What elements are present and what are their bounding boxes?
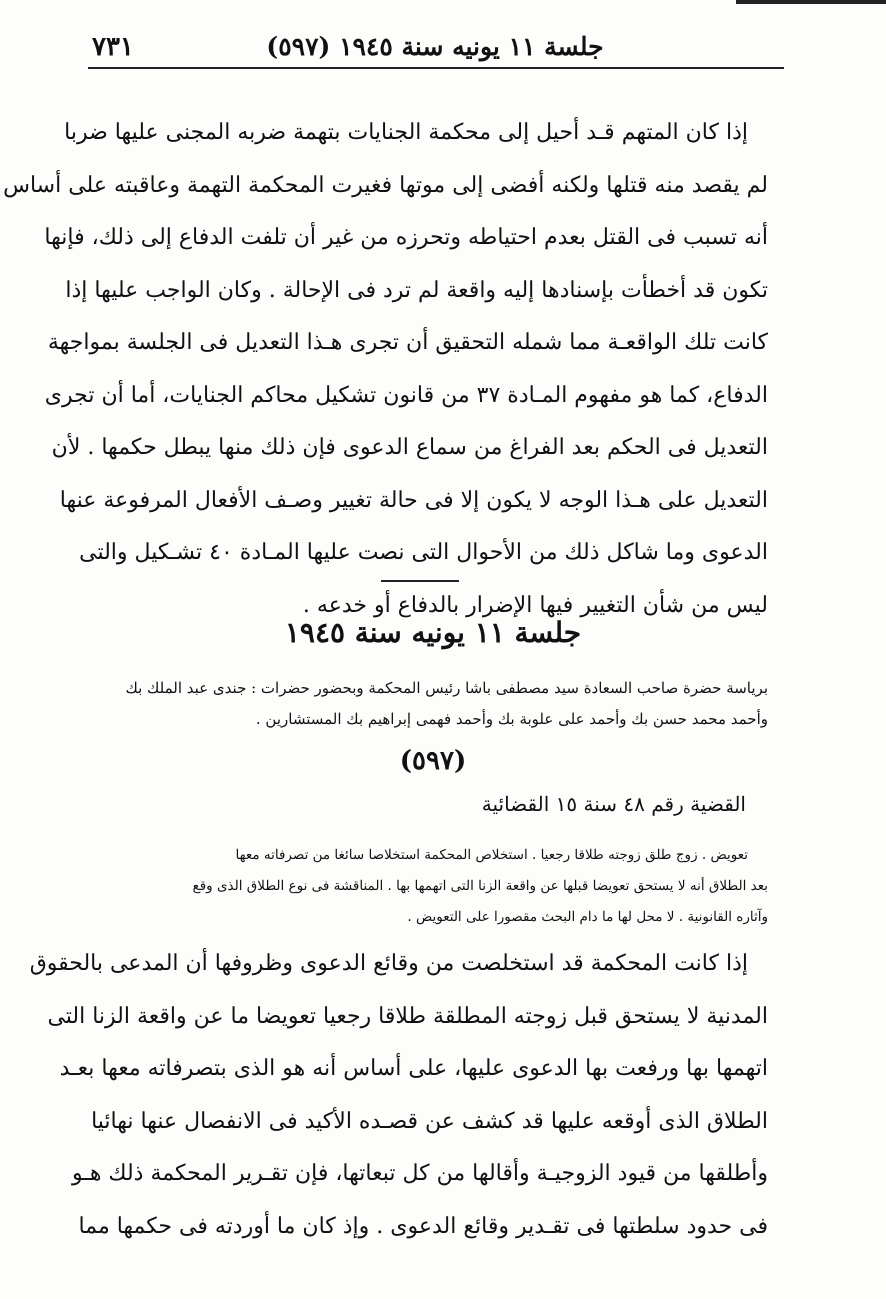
text-line: كانت تلك الواقعـة مما شمله التحقيق أن تجرى هـذا التعديل فى الجلسة بمواجهة: [47, 330, 768, 355]
paragraph-1: [3, 107, 768, 632]
text-line: وأحمد محمد حسن بك وأحمد على علوبة بك وأحمد فهمى إبراهيم بك المستشارين .: [255, 710, 768, 728]
text-line: وأطلقها من قيود الزوجيـة وأقالها من كل تبعاتها، فإن تقـرير المحكمة ذلك هـو: [72, 1161, 768, 1186]
text-line: التعديل على هـذا الوجه لا يكون إلا فى حالة تغيير وصـف الأفعال المرفوعة عنها: [59, 487, 768, 513]
header-rule: [88, 67, 784, 69]
text-line: التعديل فى الحكم بعد الفراغ من سماع الدعوى فإن ذلك منها يبطل حكمها . لأن: [51, 435, 768, 460]
page-number: ٧٣١: [92, 32, 134, 62]
text-line: اتهمها بها ورفعت بها الدعوى عليها، على أساس أنه هو الذى بتصرفاته معها بعـد: [59, 1056, 768, 1081]
text-line: بعد الطلاق أنه لا يستحق تعويضا قبلها عن واقعة الزنا التى اتهمها بها . المناقشة فى نوع الطلاق الذى وقع: [192, 878, 768, 894]
text-line: تكون قد أخطأت بإسنادها إليه واقعة لم ترد فى الإحالة . وكان الواجب عليها إذا: [65, 277, 768, 303]
text-line: الدعوى وما شاكل ذلك من الأحوال التى نصت عليها المـادة ٤٠ تشـكيل والتى: [79, 540, 768, 565]
text-line: الدفاع، كما هو مفهوم المـادة ٣٧ من قانون تشكيل محاكم الجنايات، أما أن تجرى: [44, 382, 768, 408]
case-summary: [98, 840, 768, 933]
text-line: لم يقصد منه قتلها ولكنه أفضى إلى موتها فغيرت المحكمة التهمة وعاقبته على أساس: [3, 172, 768, 198]
running-title: جلسة ١١ يونيه سنة ١٩٤٥ (٥٩٧): [266, 32, 604, 61]
text-line: إذا كانت المحكمة قد استخلصت من وقائع الدعوى وظروفها أن المدعى بالحقوق: [29, 951, 748, 976]
presidency-note: [98, 673, 768, 735]
paragraph-2: [29, 938, 768, 1253]
text-line: ليس من شأن التغيير فيها الإضرار بالدفاع أو خدعه .: [302, 592, 768, 618]
text-line: الطلاق الذى أوقعه عليها قد كشف عن قصـده الأكيد فى الانفصال عنها نهائيا: [91, 1108, 768, 1134]
text-line: وآثاره القانونية . لا محل لها ما دام البحث مقصورا على التعويض .: [407, 909, 768, 925]
text-line: تعويض . زوج طلق زوجته طلاقا رجعيا . استخلاص المحكمة استخلاصا سائغا من تصرفاته معها: [235, 847, 748, 863]
scan-edge-mark: [736, 0, 886, 4]
text-line: فى حدود سلطتها فى تقـدير وقائع الدعوى . وإذ كان ما أوردته فى حكمها مما: [78, 1213, 768, 1239]
session-title: جلسة ١١ يونيه سنة ١٩٤٥: [284, 616, 582, 649]
text-line: إذا كان المتهم قـد أحيل إلى محكمة الجنايات بتهمة ضربه المجنى عليها ضربا: [64, 120, 748, 145]
text-line: أنه تسبب فى القتل بعدم احتياطه وتحرزه من غير أن تلفت الدفاع إلى ذلك، فإنها: [44, 225, 768, 250]
text-line: برياسة حضرة صاحب السعادة سيد مصطفى باشا رئيس المحكمة وبحضور حضرات : جندى عبد الملك بك: [125, 679, 768, 697]
ruling-number: (٥٩٧): [399, 746, 467, 776]
running-header: [92, 28, 778, 68]
case-title: القضية رقم ٤٨ سنة ١٥ القضائية: [481, 792, 746, 816]
section-divider: [381, 580, 459, 582]
text-line: المدنية لا يستحق قبل زوجته المطلقة طلاقا رجعيا تعويضا ما عن واقعة الزنا التى: [47, 1003, 768, 1029]
